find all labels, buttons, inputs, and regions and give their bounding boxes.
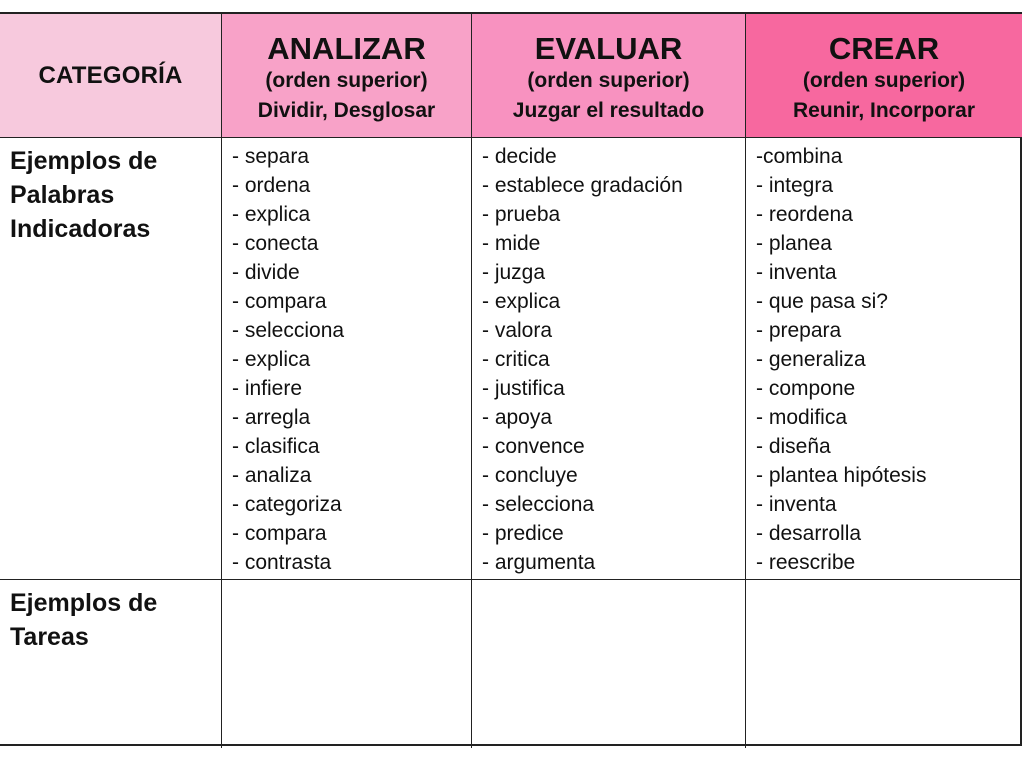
list-item: - plantea hipótesis: [756, 464, 927, 487]
row-label-palabras: Ejemplos de Palabras Indicadoras: [10, 147, 158, 243]
list-item: - reescribe: [756, 551, 856, 574]
task-list-evaluar: [472, 580, 745, 584]
table-cell: [222, 580, 472, 748]
list-item: - decide: [482, 145, 557, 168]
list-item: - desarrolla: [756, 522, 862, 545]
list-item: - selecciona: [482, 493, 595, 516]
header-crear-desc: Reunir, Incorporar: [792, 99, 976, 122]
header-evaluar-cell: [472, 14, 746, 138]
header-analizar-desc: Dividir, Desglosar: [257, 99, 436, 122]
list-item: - planea: [756, 232, 832, 255]
list-item: - divide: [232, 261, 300, 284]
list-item: - argumenta: [482, 551, 596, 574]
list-item: - selecciona: [232, 319, 345, 342]
table-cell: [472, 138, 746, 580]
list-item: - inventa: [756, 493, 837, 516]
list-item: - clasifica: [232, 435, 320, 458]
list-item: - compara: [232, 290, 327, 313]
header-category-cell: [0, 14, 222, 138]
list-item: - critica: [482, 348, 550, 371]
list-item: - ordena: [232, 174, 311, 197]
header-crear-cell: [746, 14, 1022, 138]
list-item: - explica: [232, 203, 311, 226]
header-analizar-title: ANALIZAR: [267, 31, 426, 66]
header-evaluar-desc: Juzgar el resultado: [512, 99, 705, 122]
header-evaluar-title: EVALUAR: [534, 31, 683, 66]
list-item: - explica: [232, 348, 311, 371]
list-item: - reordena: [756, 203, 853, 226]
list-item: - categoriza: [232, 493, 342, 516]
list-item: - juzga: [482, 261, 546, 284]
header-analizar-subtitle: (orden superior): [265, 69, 428, 92]
list-item: - predice: [482, 522, 564, 545]
list-item: - concluye: [482, 464, 578, 487]
list-item: - valora: [482, 319, 553, 342]
word-list-evaluar: [472, 138, 745, 577]
table-cell: [472, 580, 746, 748]
header-crear-subtitle: (orden superior): [802, 69, 966, 92]
table-cell: [746, 138, 1022, 580]
header-analizar-cell: [222, 14, 472, 138]
list-item: - conecta: [232, 232, 319, 255]
list-item: -combina: [756, 145, 843, 168]
list-item: - integra: [756, 174, 834, 197]
header-evaluar-subtitle: (orden superior): [527, 69, 690, 92]
task-list-analizar: [222, 580, 471, 584]
bloom-taxonomy-table: [0, 12, 1022, 746]
task-list-crear: [746, 580, 1022, 584]
row-label-cell: [0, 138, 222, 580]
list-item: - generaliza: [756, 348, 866, 371]
list-item: - diseña: [756, 435, 831, 458]
list-item: - establece gradación: [482, 174, 683, 197]
list-item: - apoya: [482, 406, 553, 429]
list-item: - que pasa si?: [756, 290, 888, 313]
list-item: - separa: [232, 145, 310, 168]
table-cell: [222, 138, 472, 580]
list-item: - mide: [482, 232, 541, 255]
list-item: - explica: [482, 290, 561, 313]
list-item: - analiza: [232, 464, 312, 487]
word-list-analizar: [222, 138, 471, 577]
header-crear-title: CREAR: [828, 31, 940, 66]
list-item: - inventa: [756, 261, 837, 284]
table-cell: [746, 580, 1022, 748]
list-item: - convence: [482, 435, 585, 458]
word-list-crear: [746, 138, 1022, 577]
header-category-label: CATEGORÍA: [38, 61, 183, 89]
list-item: - justifica: [482, 377, 565, 400]
list-item: - contrasta: [232, 551, 332, 574]
list-item: - arregla: [232, 406, 311, 429]
list-item: - infiere: [232, 377, 303, 400]
list-item: - compara: [232, 522, 327, 545]
row-label-cell: [0, 580, 222, 748]
list-item: - modifica: [756, 406, 848, 429]
list-item: - prepara: [756, 319, 842, 342]
row-label-tareas: Ejemplos de Tareas: [10, 589, 158, 651]
list-item: - prueba: [482, 203, 561, 226]
list-item: - compone: [756, 377, 856, 400]
